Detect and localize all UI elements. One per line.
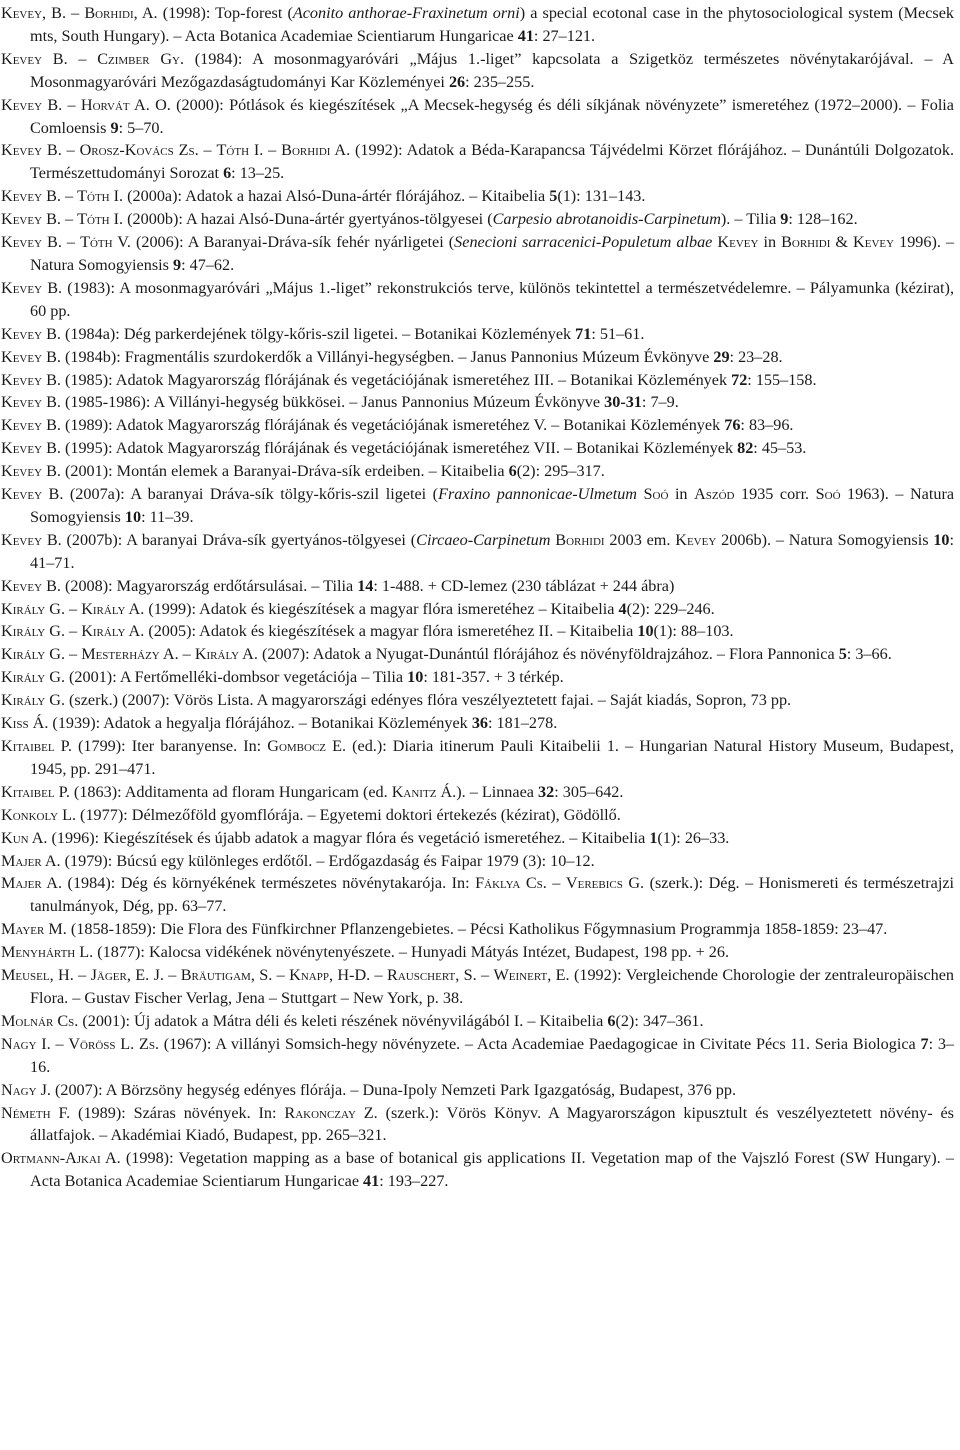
reference-text: B. (2001): Montán elemek a Baranyai-Dráva-sík erdeiben. – Kitaibelia xyxy=(42,462,509,481)
reference-text: , S. – xyxy=(250,966,290,985)
author-name: Gy xyxy=(160,49,180,68)
author-name: Kevey xyxy=(853,233,895,252)
reference-text: : 23–28. xyxy=(729,347,783,366)
author-name: Kevey xyxy=(1,278,43,297)
reference-text: (1): 131–143. xyxy=(557,187,646,206)
reference-text: G. – xyxy=(45,599,82,618)
reference-entry xyxy=(1,1033,954,1079)
reference-text: : 47–62. xyxy=(181,255,235,274)
reference-text: A. (1984): Dég és környékének természetes növénytakarója. In: xyxy=(41,874,476,893)
reference-text: : 41–71. xyxy=(30,530,955,572)
volume-number: 14 xyxy=(357,576,374,595)
reference-text: : 3–16. xyxy=(30,1034,955,1076)
reference-text: B. (1983): A mosonmagyaróvári „Május 1.-liget” rekonstrukciós terve, különös tekintettel a természetvédelemre. – Pályamunka (kézirat), 60 pp. xyxy=(30,278,954,320)
reference-entry xyxy=(1,1010,954,1033)
reference-text: A. O. (2000): Pótlások és kiegészítések „A Mecsek-hegység és déli síkjának növényzete” ismeretéhez (1972–2000). – Folia Comloensis xyxy=(30,95,954,137)
reference-entry xyxy=(1,598,954,621)
author-name: Kevey xyxy=(1,324,43,343)
author-name: Menyhárth xyxy=(1,943,76,962)
reference-entry xyxy=(1,391,954,414)
reference-text: , S. – xyxy=(455,966,494,985)
reference-text: I. (2000a): Adatok a hazai Alsó-Duna-ártér flórájához. – Kitaibelia xyxy=(109,187,550,206)
author-name: Fáklya xyxy=(475,874,521,893)
volume-number: 71 xyxy=(575,324,592,343)
reference-entry xyxy=(1,735,954,781)
reference-text: B. (1984b): Fragmentális szurdokerdők a Villányi-hegységben. – Janus Pannonius Múzeum Évkönyve xyxy=(42,347,714,366)
author-name: Kevey xyxy=(1,439,43,458)
taxon-name: Circaeo-Carpinetum xyxy=(416,530,551,549)
author-name: Kevey xyxy=(1,370,43,389)
volume-number: 30-31 xyxy=(604,393,642,412)
author-name: Kitaibel xyxy=(1,737,55,755)
reference-text: J. (2007): A Börzsöny hegység edényes flórája. – Duna-Ipoly Nemzeti Park Igazgatóság, Budapest, 376 pp. xyxy=(36,1080,737,1099)
reference-entry xyxy=(1,575,954,598)
author-name: Mayer xyxy=(1,920,45,939)
reference-entry xyxy=(1,620,954,643)
author-name: Orosz-Kovács xyxy=(79,141,174,160)
author-name: Kevey xyxy=(1,233,43,252)
author-name: Király xyxy=(81,622,126,641)
reference-entry xyxy=(1,872,954,918)
author-name: Tóth xyxy=(216,141,250,160)
taxon-name: Carpesio abrotanoidis-Carpinetum xyxy=(492,210,721,229)
author-name: Király xyxy=(1,668,46,687)
reference-text: Á.). – Linnaea xyxy=(436,782,539,801)
author-name: Borhidi xyxy=(281,141,331,160)
reference-text: B. (1989): Adatok Magyarország flórájának és vegetációjának ismeretéhez V. – Botanikai Közlemények xyxy=(42,416,725,435)
reference-text: M. (1858-1859): Die Flora des Fünfkirchner Pflanzengebietes. – Pécsi Katholikus Főgymnasium Programmja 1858-1859: 23–47. xyxy=(44,920,888,939)
reference-text: F. (1989): Száras növények. In: xyxy=(50,1103,285,1122)
volume-number: 6 xyxy=(223,164,232,183)
author-name: Király xyxy=(1,645,46,664)
author-name: Verebics xyxy=(565,874,623,893)
author-name: Cs xyxy=(525,874,543,893)
author-name: Konkoly xyxy=(1,805,59,824)
reference-text: 1996). – Natura Somogyiensis xyxy=(30,233,955,274)
reference-text: (2): 229–246. xyxy=(626,599,715,618)
reference-text: B. (2007b): A baranyai Dráva-sík gyertyános-tölgyesei ( xyxy=(42,530,417,549)
author-name: Cs xyxy=(57,1011,75,1030)
reference-entry xyxy=(1,529,954,575)
reference-entry xyxy=(1,941,954,964)
reference-text: A. (1999): Adatok és kiegészítések a magyar flóra ismeretéhez – Kitaibelia xyxy=(125,599,619,618)
author-name: Kevey xyxy=(1,530,43,549)
author-name: Borhidi xyxy=(781,233,831,252)
reference-text: A. – xyxy=(159,645,195,664)
reference-text: Z. (szerk.): Vörös Könyv. A Magyarországon kipusztult és veszélyeztetett növény- és állatfajok. – Akadémiai Kiadó, Budapest, pp. 265–321. xyxy=(30,1103,954,1145)
reference-text: : 235–255. xyxy=(465,72,535,91)
reference-text: B. (1984a): Dég parkerdejének tölgy-kőris-szil ligetei. – Botanikai Közlemények xyxy=(42,324,576,343)
reference-text: B. (2007a): A baranyai Dráva-sík tölgy-kőris-szil ligetei ( xyxy=(42,485,439,504)
reference-text: . (1967): A villányi Somsich-hegy növényzete. – Acta Academiae Paedagogicae in Civitate Pécs 11. Seria Biologica xyxy=(154,1034,921,1053)
author-name: Vöröss xyxy=(68,1034,116,1053)
reference-text: , B. – xyxy=(42,4,85,22)
author-name: Kevey xyxy=(717,233,759,252)
volume-number: 4 xyxy=(618,599,627,618)
reference-entry xyxy=(1,1079,954,1102)
author-name: Király xyxy=(1,691,46,710)
author-name: Jäger xyxy=(90,966,127,985)
reference-text: B. (1985-1986): A Villányi-hegység bükkösei. – Janus Pannonius Múzeum Évkönyve xyxy=(42,393,605,412)
reference-text: (1): 26–33. xyxy=(657,828,730,847)
author-name: Kun xyxy=(1,828,29,847)
volume-number: 10 xyxy=(637,622,654,641)
volume-number: 1 xyxy=(649,828,658,847)
author-name: Tóth xyxy=(80,233,113,252)
volume-number: 5 xyxy=(549,187,558,206)
author-name: Király xyxy=(81,599,126,618)
reference-text: A. (1996): Kiegészítések és újabb adatok a magyar flóra és vegetáció ismeretéhez. – Kitaibelia xyxy=(28,828,650,847)
taxon-name: Aconito anthorae-Fraxinetum orni xyxy=(292,4,520,22)
author-name: Király xyxy=(194,645,240,664)
reference-text: : 193–227. xyxy=(379,1172,449,1191)
author-name: Horvát xyxy=(80,95,130,114)
reference-text: (1): 88–103. xyxy=(653,622,734,641)
reference-text: G. (2001): A Fertőmelléki-dombsor vegetációja – Tilia xyxy=(45,668,408,687)
volume-number: 10 xyxy=(933,530,950,549)
author-name: Bräutigam xyxy=(180,966,251,985)
author-name: Kevey xyxy=(1,347,43,366)
reference-text: G. – xyxy=(45,645,82,664)
reference-text: : 13–25. xyxy=(231,164,285,183)
reference-text: B. – xyxy=(42,49,98,68)
reference-text: G. – xyxy=(45,622,82,641)
reference-text: ) a special ecotonal case in the phytosociological system (Mecsek mts, South Hungary). – Acta Botanica Academiae Scientiarum Hungaricae xyxy=(30,4,954,45)
reference-text: 1963). – Natura Somogyiensis xyxy=(30,485,955,526)
volume-number: 76 xyxy=(724,416,741,435)
reference-entry xyxy=(1,277,954,323)
author-name: Zs xyxy=(138,1034,155,1053)
reference-text: . (2001): Új adatok a Mátra déli és keleti részének növényvilágából I. – Kitaibelia xyxy=(74,1011,608,1030)
reference-text: , H-D. – xyxy=(328,966,388,985)
reference-text: B. (1995): Adatok Magyarország flórájának és vegetációjának ismeretéhez VII. – Botanikai Közlemények xyxy=(42,439,738,458)
author-name: Ortmann-Ajkai xyxy=(1,1149,101,1168)
author-name: Zs xyxy=(178,141,195,160)
reference-entry xyxy=(1,460,954,483)
reference-text: B. (2008): Magyarország erdőtársulásai. – Tilia xyxy=(42,576,358,595)
author-name: Kiss xyxy=(1,714,29,733)
reference-entry xyxy=(1,804,954,827)
volume-number: 10 xyxy=(407,668,424,687)
reference-text: B. – xyxy=(42,210,78,229)
author-name: Király xyxy=(1,599,46,618)
author-name: Tóth xyxy=(77,187,110,206)
author-name: Kevey xyxy=(1,416,43,435)
reference-entry xyxy=(1,139,954,185)
reference-entry xyxy=(1,689,954,712)
reference-entry xyxy=(1,323,954,346)
author-name: Kevey xyxy=(1,141,43,160)
reference-text: A. (1992): Adatok a Béda-Karapancsa Tájvédelmi Körzet flórájához. – Dunántúli Dolgozatok. Természettudományi Sorozat xyxy=(30,141,955,183)
volume-number: 9 xyxy=(780,210,789,229)
author-name: Király xyxy=(1,622,46,641)
reference-text: , E. J. – xyxy=(126,966,181,985)
reference-text: P. (1799): Iter baranyense. In: xyxy=(54,737,268,755)
volume-number: 26 xyxy=(448,72,466,91)
author-name: Soó xyxy=(815,485,841,504)
reference-entry xyxy=(1,827,954,850)
author-name: Kitaibel xyxy=(1,782,55,801)
reference-text: I. – xyxy=(249,141,282,160)
author-name: Kanitz xyxy=(391,782,437,801)
reference-text: I. – xyxy=(36,1034,69,1053)
reference-entry xyxy=(1,712,954,735)
volume-number: 9 xyxy=(172,255,182,274)
reference-text: B. – xyxy=(42,141,80,160)
volume-number: 41 xyxy=(363,1172,380,1191)
reference-entry xyxy=(1,2,954,48)
reference-entry xyxy=(1,666,954,689)
reference-text: : 181–278. xyxy=(488,714,558,733)
reference-text: V. (2006): A Baranyai-Dráva-sík fehér nyárligetei ( xyxy=(112,233,455,252)
author-name: Knapp xyxy=(289,966,329,985)
reference-text: , E. (1992): Vergleichende Chorologie der zentraleuropäischen Flora. – Gustav Fischer Verlag, Jena – Stuttgart – New York, p. 38. xyxy=(30,966,955,1007)
author-name: Kevey xyxy=(1,4,43,22)
reference-text: in xyxy=(668,485,695,504)
reference-text: , A. (1998): Top-forest ( xyxy=(133,4,293,22)
author-name: Borhidi xyxy=(84,4,134,22)
reference-text: : 155–158. xyxy=(747,370,817,389)
volume-number: 36 xyxy=(471,714,489,733)
author-name: Majer xyxy=(1,874,42,893)
author-name: Tóth xyxy=(77,210,110,229)
reference-text: Á. (1939): Adatok a hegyalja flórájához. – Botanikai Közlemények xyxy=(28,714,472,733)
reference-text: : 305–642. xyxy=(554,782,624,801)
reference-text: G. (szerk.) (2007): Vörös Lista. A magyarországi edényes flóra veszélyeztetett fajai. – Saját kiadás, Sopron, 73 pp. xyxy=(45,691,792,710)
volume-number: 9 xyxy=(110,118,119,137)
reference-text: E. (ed.): Diaria itinerum Pauli Kitaibelii 1. – Hungarian Natural History Museum, Budapest, 1945, pp. 291–471. xyxy=(30,737,954,778)
reference-text: & xyxy=(830,233,854,252)
reference-text: B. – xyxy=(42,233,81,252)
author-name: Németh xyxy=(1,1103,51,1122)
reference-text: A. (1979): Búcsú egy különleges erdőtől. – Erdőgazdaság és Faipar 1979 (3): 10–12. xyxy=(41,851,595,870)
reference-text: 2003 em. xyxy=(604,530,676,549)
reference-text: : 11–39. xyxy=(141,507,194,526)
reference-text: L. xyxy=(115,1034,139,1053)
reference-text: : 7–9. xyxy=(641,393,679,412)
reference-entry xyxy=(1,48,954,94)
reference-text: : 83–96. xyxy=(740,416,794,435)
reference-entry xyxy=(1,369,954,392)
reference-entry xyxy=(1,94,954,140)
reference-entry xyxy=(1,918,954,941)
reference-text: . – xyxy=(194,141,217,160)
volume-number: 72 xyxy=(731,370,748,389)
reference-entry xyxy=(1,231,954,277)
volume-number: 29 xyxy=(713,347,730,366)
reference-entry xyxy=(1,414,954,437)
volume-number: 6 xyxy=(508,462,517,481)
volume-number: 6 xyxy=(607,1011,616,1030)
reference-entry xyxy=(1,437,954,460)
reference-entry xyxy=(1,483,954,529)
reference-entry xyxy=(1,964,954,1010)
taxon-name: Fraxino pannonicae-Ulmetum xyxy=(438,485,637,504)
reference-text: B. – xyxy=(42,95,81,114)
author-name: Rakonczay xyxy=(284,1103,356,1122)
reference-text: . (1984): A mosonmagyaróvári „Május 1.-liget” kapcsolata a Szigetköz természetes növénytakarójával. – A Mosonmagyaróvári Mezőgazdaságtudományi Kar Közleményei xyxy=(30,49,954,91)
reference-text: : 128–162. xyxy=(788,210,858,229)
reference-entry xyxy=(1,781,954,804)
reference-entry xyxy=(1,850,954,873)
author-name: Kevey xyxy=(1,95,43,114)
author-name: Aszód xyxy=(694,485,735,504)
author-name: Borhidi xyxy=(555,530,605,549)
reference-text: : 1-488. + CD-lemez (230 táblázat + 244 ábra) xyxy=(373,576,675,595)
author-name: Czimber xyxy=(97,49,150,68)
reference-text: A. (2007): Adatok a Nyugat-Dunántúl flórájához és növényföldrajzához. – Flora Pannonica xyxy=(239,645,839,664)
author-name: Nagy xyxy=(1,1034,37,1053)
author-name: Soó xyxy=(643,485,669,504)
reference-text: : 181-357. + 3 térkép. xyxy=(423,668,564,687)
reference-text: ). – Tilia xyxy=(720,210,781,229)
author-name: Nagy xyxy=(1,1080,37,1099)
volume-number: 82 xyxy=(737,439,754,458)
reference-text: G. (szerk.): Dég. – Honismereti és természetrajzi tanulmányok, Dég, pp. 63–77. xyxy=(30,874,955,916)
reference-text: P. (1863): Additamenta ad floram Hungaricam (ed. xyxy=(54,782,392,801)
reference-text xyxy=(150,50,161,68)
reference-text: I. (2000b): A hazai Alsó-Duna-ártér gyertyános-tölgyesei ( xyxy=(109,210,493,229)
reference-text: 2006b). – Natura Somogyiensis xyxy=(716,530,934,549)
author-name: Molnár xyxy=(1,1011,54,1030)
reference-text: 1935 corr. xyxy=(734,485,816,504)
reference-text: A. (1998): Vegetation mapping as a base of botanical gis applications II. Vegetation map of the Vajszló Forest (SW Hungary). – Acta Botanica Academiae Scientiarum Hungaricae xyxy=(30,1149,954,1191)
reference-text: A. (2005): Adatok és kiegészítések a magyar flóra ismeretéhez II. – Kitaibelia xyxy=(125,622,638,641)
reference-entry xyxy=(1,1147,954,1193)
author-name: Kevey xyxy=(675,530,717,549)
reference-text: : 45–53. xyxy=(753,439,807,458)
reference-text: in xyxy=(758,233,782,252)
author-name: Gombocz xyxy=(267,737,327,755)
reference-text: . – xyxy=(542,874,566,893)
reference-entry xyxy=(1,643,954,666)
reference-entry xyxy=(1,185,954,208)
reference-entry xyxy=(1,346,954,369)
author-name: Kevey xyxy=(1,485,43,504)
reference-entry xyxy=(1,208,954,231)
author-name: Kevey xyxy=(1,187,43,206)
volume-number: 7 xyxy=(920,1034,929,1053)
author-name: Kevey xyxy=(1,393,43,412)
reference-text: (2): 347–361. xyxy=(615,1011,704,1030)
volume-number: 5 xyxy=(838,645,847,664)
author-name: Majer xyxy=(1,851,42,870)
author-name: Kevey xyxy=(1,49,43,68)
author-name: Mesterházy xyxy=(81,645,160,664)
author-name: Meusel xyxy=(1,966,50,985)
reference-text: L. (1877): Kalocsa vidékének növénytenyészete. – Hunyadi Mátyás Intézet, Budapest, 198 pp. + 26. xyxy=(75,943,729,962)
reference-text: (2): 295–317. xyxy=(516,462,605,481)
volume-number: 10 xyxy=(124,507,142,526)
author-name: Weinert xyxy=(493,966,548,985)
volume-number: 41 xyxy=(517,26,534,45)
reference-text: : 3–66. xyxy=(846,645,892,664)
reference-text: : 27–121. xyxy=(533,26,596,45)
author-name: Kevey xyxy=(1,210,43,229)
taxon-name: Senecioni sarracenici-Populetum albae xyxy=(454,233,713,252)
author-name: Kevey xyxy=(1,462,43,481)
volume-number: 32 xyxy=(538,782,555,801)
author-name: Rauschert xyxy=(387,966,456,985)
reference-text: L. (1977): Délmezőföld gyomflórája. – Egyetemi doktori értekezés (kézirat), Gödöllő. xyxy=(58,805,621,824)
reference-text: B. (1985): Adatok Magyarország flórájának és vegetációjának ismeretéhez III. – Botanikai Közlemények xyxy=(42,370,732,389)
author-name: Kevey xyxy=(1,576,43,595)
reference-text: B. – xyxy=(42,187,78,206)
reference-text: : 51–61. xyxy=(591,324,645,343)
reference-text: : 5–70. xyxy=(118,118,164,137)
reference-text: , H. – xyxy=(49,966,91,985)
reference-entry xyxy=(1,1102,954,1148)
